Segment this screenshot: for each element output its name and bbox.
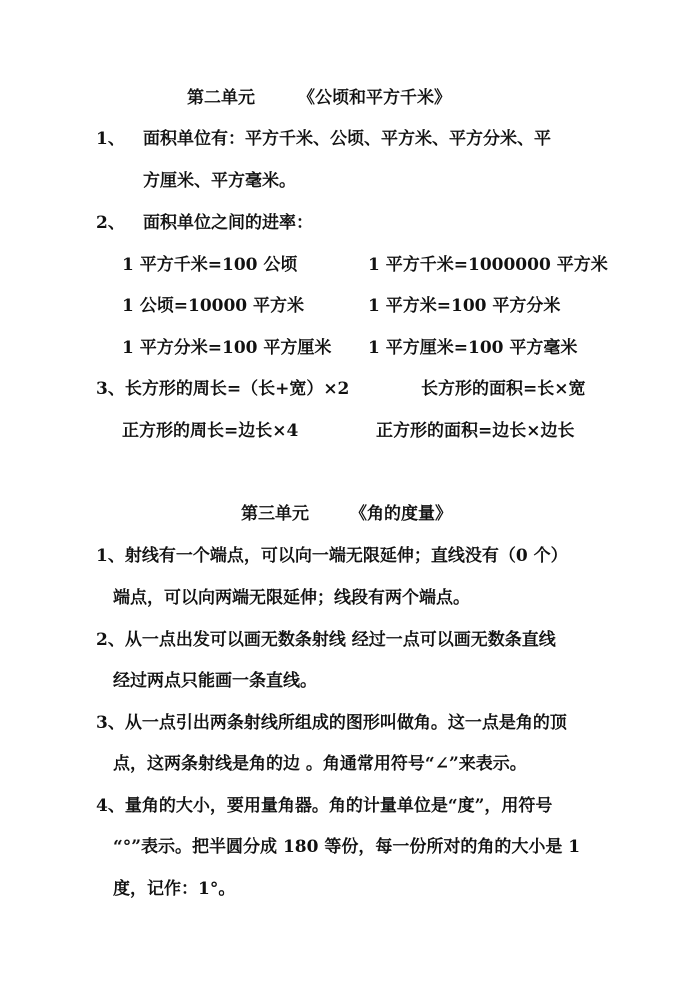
square-perimeter: 正方形的周长=边长×4 [122,421,299,441]
unit3-item2-line1: 2、从一点出发可以画无数条射线 经过一点可以画无数条直线 [96,630,556,650]
unit2-item2-number: 2、 [96,213,125,233]
unit2-item2-text: 面积单位之间的进率： [143,213,313,233]
unit3-heading: 第三单元 [241,504,309,524]
rect-perimeter: 3、长方形的周长=（长+宽）×2 [96,379,350,399]
unit3-item4-line1: 4、量角的大小，要用量角器。角的计量单位是“度”，用符号 [96,796,553,816]
unit2-heading: 第二单元 [187,88,255,108]
unit3-item4-line2: “°”表示。把半圆分成 180 等份，每一份所对的角的大小是 1 [113,837,581,857]
unit2-subtitle: 《公顷和平方千米》 [298,88,451,108]
unit2-item1-line1: 面积单位有：平方千米、公顷、平方米、平方分米、平 [143,129,551,149]
rate-1-left: 1 平方千米=100 公顷 [122,255,298,275]
unit3-subtitle: 《角的度量》 [350,504,452,524]
unit3-item3-line1: 3、从一点引出两条射线所组成的图形叫做角。这一点是角的顶 [96,713,567,733]
rect-area: 长方形的面积=长×宽 [421,379,586,399]
unit3-item4-line3: 度，记作：1°。 [113,879,236,899]
rate-3-left: 1 平方分米=100 平方厘米 [122,338,332,358]
square-area: 正方形的面积=边长×边长 [376,421,575,441]
rate-2-right: 1 平方米=100 平方分米 [368,296,561,316]
rate-1-right: 1 平方千米=1000000 平方米 [368,255,608,275]
unit3-item1-line1: 1、射线有一个端点，可以向一端无限延伸；直线没有（0 个） [96,546,568,566]
unit3-item1-line2: 端点，可以向两端无限延伸；线段有两个端点。 [113,588,470,608]
unit2-item1-number: 1、 [96,129,125,149]
rate-2-left: 1 公顷=10000 平方米 [122,296,305,316]
rate-3-right: 1 平方厘米=100 平方毫米 [368,338,578,358]
unit3-item2-line2: 经过两点只能画一条直线。 [113,671,317,691]
unit2-item1-line2: 方厘米、平方毫米。 [143,171,296,191]
unit3-item3-line2: 点，这两条射线是角的边 。角通常用符号“∠”来表示。 [113,754,527,774]
